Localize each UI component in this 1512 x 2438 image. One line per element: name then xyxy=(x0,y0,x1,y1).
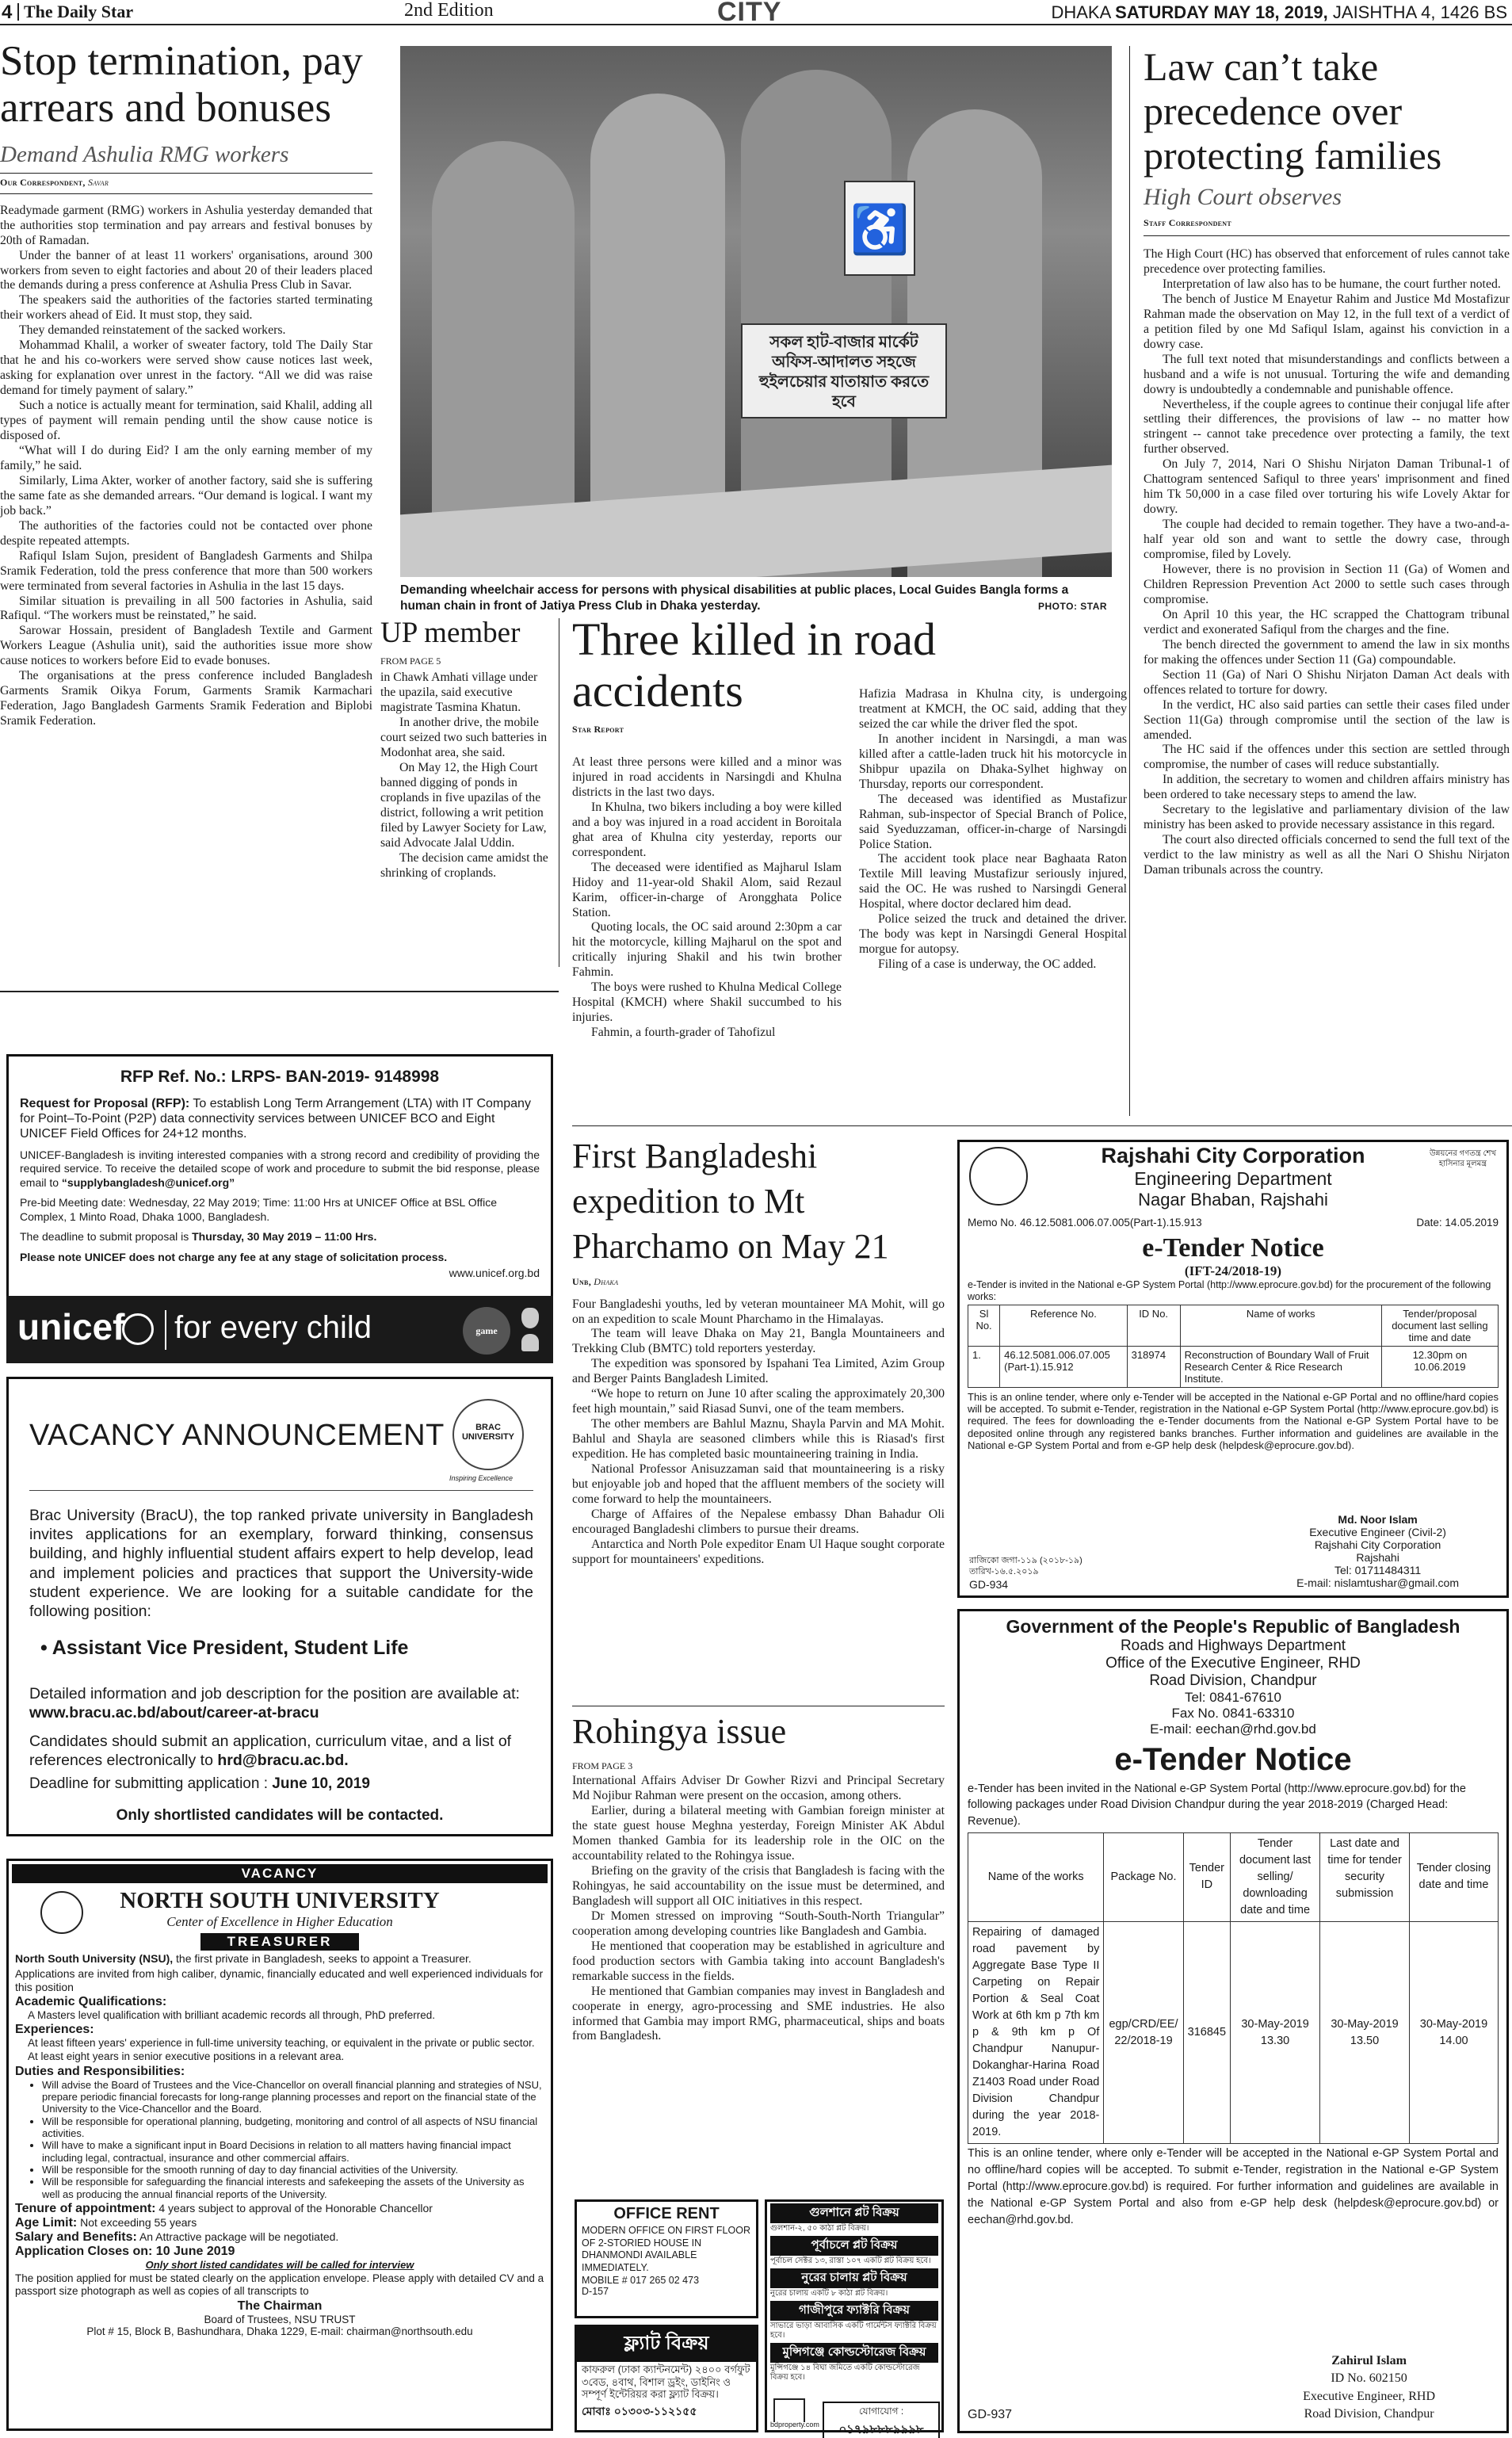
ashulia-rule-2 xyxy=(0,193,372,194)
law-paragraph: On April 10 this year, the HC scrapped the Chattogram tribunal verdict and exonerated Safiqul from the charges and the fine. xyxy=(1144,607,1510,636)
rcc-dept: Engineering Department xyxy=(1134,1168,1332,1189)
rhd-gd: GD-937 xyxy=(968,2408,1013,2421)
flat-sale-ad xyxy=(575,2325,758,2432)
table-header: ID No. xyxy=(1127,1305,1180,1347)
rent-code: D-157 xyxy=(582,2285,609,2297)
rcc-sign-title: Executive Engineer (Civil-2) xyxy=(1309,1526,1446,1539)
masthead-divider xyxy=(17,3,19,21)
rcc-notes: This is an online tender, where only e-Tender will be accepted in the National e-GP Portal and no offline/hard copies will be accepted. To submit e-Tender, registration in the National e-GP System Portal (http://www.eprocure.gov.bd) is required. The fees for downloading the e-Tender documents from the National e-GP System Portal have to be deposited online through any registered banks branches. Further information and guidelines are available in the National e-GP System Portal and from e-GP help desk (helpdesk@eprocure.gov.bd). xyxy=(968,1391,1499,1451)
nsu-duty: • Will be responsible for the smooth running of day to day financial activities of the University. xyxy=(42,2164,544,2176)
rcc-table xyxy=(968,1305,1499,1388)
brac-position-title: Assistant Vice President, Student Life xyxy=(52,1637,409,1659)
up-paragraph: in Chawk Amhati village under the upazila, said executive magistrate Tasmina Khatun. xyxy=(380,671,538,715)
unicef-request-label: Request for Proposal (RFP): xyxy=(20,1097,190,1110)
rohingya-from: FROM PAGE 3 xyxy=(572,1760,633,1772)
rcc-logo xyxy=(969,1147,1028,1206)
rcc-memo: Memo No. 46.12.5081.006.07.005(Part-1).15.913 xyxy=(968,1217,1202,1229)
nsu-intro xyxy=(15,1952,544,1966)
road-story xyxy=(572,613,1127,1040)
nsu-duty: • Will advise the Board of Trustees and the Vice-Chancellor on overall financial planning and strategies of NSU, prepare periodic financial forecasts for long-range planning processes and report on the financial state of the University to the Vice-Chancellor and the Board. xyxy=(42,2079,544,2115)
everest-paragraph: Charge of Affaires of the Nepalese embassy Dhan Bahadur Oli encouraged Bangladeshi climbers to pursue their dreams. xyxy=(572,1507,945,1536)
law-paragraph: On July 7, 2014, Nari O Shishu Nirjaton Daman Tribunal-1 of Chattogram sentenced Safiqul to three years' imprisonment and fined him Tk 50,000 in a case filed over torturing his wife Lovely Aktar for dowry. xyxy=(1144,457,1510,517)
section-name: CITY xyxy=(717,0,782,27)
everest-paragraph: The other members are Bahlul Maznu, Shayla Parvin and MA Mohit. Bahlul and Shayla are seasoned climbers while this is Riasad's first expedition. He has completed basic mountaineering training in India. xyxy=(572,1417,945,1462)
property-body: সাভারে ভাড়া আবাসিক একটি গার্মেন্টস ফ্যাক্টরি বিক্রয় হবে। xyxy=(770,2321,937,2340)
table-cell: egp/CRD/EE/ 22/2018-19 xyxy=(1104,1921,1183,2143)
law-paragraph: Section 11 (Ga) of Nari O Shishu Nirjaton Daman Act deals with offences related to torture for dowry. xyxy=(1144,667,1510,697)
up-from: FROM PAGE 5 xyxy=(380,655,441,667)
unicef-web[interactable]: www.unicef.org.bd xyxy=(449,1267,540,1280)
rent-body: MODERN OFFICE ON FIRST FLOOR OF 2-STORIED HOUSE IN DHANMONDI AVAILABLE IMMEDIATELY. xyxy=(582,2225,750,2273)
unicef-brand: unicef xyxy=(17,1306,125,1347)
law-paragraph: The HC said if the offences under this section are settled through compromise, the number of cases will reduce substantially. xyxy=(1144,743,1510,772)
everest-paragraph: The expedition was sponsored by Ispahani Tea Limited, Azim Group and Berger Paints Bangladesh Limited. xyxy=(572,1357,945,1386)
rcc-notice: e-Tender Notice xyxy=(1142,1233,1324,1263)
brac-rule xyxy=(29,1490,533,1491)
table-header: Tender ID xyxy=(1183,1832,1230,1921)
unicef-request xyxy=(20,1096,540,1142)
table-row xyxy=(968,1347,1499,1388)
up-body xyxy=(380,671,551,881)
dateline-day: SATURDAY MAY 18, 2019, xyxy=(1115,2,1333,22)
everest-paragraph: Antarctica and North Pole expeditor Enam Ul Haque sought corporate support for mountaineers' expeditions. xyxy=(572,1537,945,1566)
ashulia-subhead: Demand Ashulia RMG workers xyxy=(0,141,289,167)
law-paragraph: The couple had decided to remain together. They have a two-and-a-half year old son and want to settle the dowry case, through compromise, filed by Lovely. xyxy=(1144,518,1510,562)
road-paragraph: Hafizia Madrasa in Khulna city, is undergoing treatment at KMCH, the OC said, adding that they seized the car while the driver fled the spot. xyxy=(859,687,1127,731)
unicef-deadline xyxy=(20,1230,540,1243)
nsu-salary-text: An Attractive package will be negotiated. xyxy=(136,2230,339,2244)
rohingya-story xyxy=(572,1712,945,2044)
rcc-sign-name: Md. Noor Islam xyxy=(1338,1513,1418,1526)
flat-body: কাফরুল (ঢাকা ক্যান্টনমেন্ট) ২৪০০ বর্গফুট ৩বেড, ৪বাথ, বিশাল ড্রইং, ডাইনিং ও সম্পূর্ণ ইন্টেরিয়র করা ফ্ল্যাট বিক্রয়। xyxy=(582,2363,750,2401)
rhd-office: Office of the Executive Engineer, RHD xyxy=(1105,1655,1361,1672)
brac-deadline-label: Deadline for submitting application : xyxy=(29,1775,273,1792)
up-paragraph: In another drive, the mobile court seized two such batteries in Modonhat area, she said. xyxy=(380,716,548,760)
brac-title: VACANCY ANNOUNCEMENT xyxy=(29,1419,445,1452)
road-paragraph: The accident took place near Baghaata Raton Textile Mill leaving Mustafizur seriously injured, said the OC. He was rushed to Narsingdi General Hospital, where doctor declared him dead. xyxy=(859,852,1127,911)
brac-submit xyxy=(29,1732,533,1771)
table-row xyxy=(968,1921,1499,2143)
ashulia-paragraph: The speakers said the authorities of the factories started terminating their workers ahead of Eid. It must stop, they said. xyxy=(0,293,372,323)
rohingya-body xyxy=(572,1774,945,2044)
unicef-email[interactable]: “supplybangladesh@unicef.org” xyxy=(61,1175,235,1189)
law-paragraph: The court also directed officials concerned to send the full text of the verdict to the law ministry as well as all the Nari O Shishu Nirjaton Daman tribunals across the country. xyxy=(1144,833,1510,877)
rhd-sign-id: ID No. 602150 xyxy=(1331,2371,1407,2386)
table-cell: 46.12.5081.006.07.005 (Part-1).15.912 xyxy=(1000,1347,1128,1388)
table-header: Last date and time for tender security submission xyxy=(1320,1832,1410,1921)
nsu-age xyxy=(15,2216,544,2230)
table-header: Tender closing date and time xyxy=(1409,1832,1498,1921)
dateline-city: DHAKA xyxy=(1051,2,1116,22)
rhd-gov: Government of the People's Republic of Bangladesh xyxy=(1006,1616,1460,1637)
nsu-tenure xyxy=(15,2202,544,2216)
ashulia-paragraph: Such a notice is actually meant for termination, said Khalil, adding all types of payment will remain pending until the show cause notice is disposed of. xyxy=(0,399,372,443)
rcc-date: Date: 14.05.2019 xyxy=(1416,1217,1499,1229)
rohingya-paragraph: Briefing on the gravity of the crisis that Bangladesh is facing with the Rohingyas, he said accountability on the issue must be determined, and Bangladesh will support all OIC initiatives in this respect. xyxy=(572,1863,945,1908)
brac-submit-text: Candidates should submit an application, curriculum vitae, and a list of references electronically to xyxy=(29,1733,512,1770)
ashulia-paragraph: Similar situation is prevailing in all 500 factories in Ashulia, said Rafiqul. “The workers must be reinstated,” he said. xyxy=(0,594,372,623)
law-paragraph: In addition, the secretary to women and children affairs ministry has been ordered to take necessary steps to amend the law. xyxy=(1144,773,1510,802)
road-paragraph: The deceased were identified as Majharul Islam Hidoy and 11-year-old Shakil Alom, said Rezaul Karim, officer-in-charge of Arongghata Police Station. xyxy=(572,860,842,919)
rhd-sign-div: Road Division, Chandpur xyxy=(1304,2407,1434,2421)
dateline-bengali: JAISHTHA 4, 1426 BS xyxy=(1332,2,1507,22)
law-rule xyxy=(1144,235,1510,236)
nsu-address: Plot # 15, Block B, Bashundhara, Dhaka 1229, E-mail: chairman@northsouth.edu xyxy=(86,2325,473,2338)
law-headline: Law can’t take precedence over protecting families xyxy=(1144,44,1442,178)
brac-logo: BRAC UNIVERSITY xyxy=(452,1399,524,1470)
brac-logo-tagline: Inspiring Excellence xyxy=(449,1474,514,1482)
property-site[interactable]: bdproperty.com xyxy=(770,2421,819,2428)
property-body: নুরের চালায় একটি ৮ কাঠা প্লট বিক্রয়। xyxy=(770,2289,888,2298)
rhd-table xyxy=(968,1832,1499,2144)
property-body: গুলশান-২, ৫০ কাঠা প্লট বিক্রয়। xyxy=(770,2224,869,2233)
property-title: গাজীপুরে ফ্যাক্টরি বিক্রয় xyxy=(770,2301,938,2321)
nsu-closes: Application Closes on: 10 June 2019 xyxy=(15,2245,235,2259)
table-header: Tender/proposal document last selling time and date xyxy=(1381,1305,1498,1347)
nsu-qual-heading: Academic Qualifications: xyxy=(15,1995,167,2009)
road-paragraph: Police seized the truck and detained the driver. The body was kept in Narsingdi General Hospital morgue for autopsy. xyxy=(859,912,1127,957)
nsu-tenure-text: 4 years subject to approval of the Honorable Chancellor xyxy=(155,2202,433,2215)
table-cell: 30-May-2019 14.00 xyxy=(1409,1921,1498,2143)
table-header: Sl No. xyxy=(968,1305,1000,1347)
road-paragraph: Filing of a case is underway, the OC added. xyxy=(878,957,1097,972)
everest-paragraph: Four Bangladeshi youths, led by veteran mountaineer MA Mohit, will go on an expedition to scale Mount Pharchamo in the Himalayas. xyxy=(572,1297,945,1326)
property-listing xyxy=(770,2236,938,2268)
rhd-sign-title: Executive Engineer, RHD xyxy=(1303,2389,1435,2403)
photo-caption-text: Demanding wheelchair access for persons with physical disabilities at public places, Local Guides Bangla forms a human chain in front of Jatiya Press Club in Dhaka yesterday. xyxy=(400,583,1069,613)
unicef-invite-text: UNICEF-Bangladesh is inviting interested companies with a strong record and credibility of providing the required service. To receive the detailed scope of work and procedure to submit the bid response, please email to xyxy=(20,1148,540,1189)
rcc-code-1: রাজিকো জগা-১১৯ (২০১৮-১৯) xyxy=(969,1556,1082,1565)
law-paragraph: The bench directed the government to amend the law in six months for making the offences under Section 11 (Ga) compoundable. xyxy=(1144,637,1510,667)
law-paragraph: The High Court (HC) has observed that enforcement of rules cannot take precedence over protecting families. xyxy=(1144,247,1510,276)
rhd-notice: e-Tender Notice xyxy=(1114,1742,1352,1777)
flat-phone: মোবাঃ ০১৩০৩-১১২১৫৫ xyxy=(582,2404,697,2417)
rohingya-paragraph: International Affairs Adviser Dr Gowher Rizvi and Principal Secretary Md Nojibur Rahman were present on the occasion, among others. xyxy=(572,1774,945,1803)
rhd-fax: Fax No. 0841-63310 xyxy=(1171,1706,1295,1721)
table-header: Name of works xyxy=(1180,1305,1381,1347)
ashulia-rule xyxy=(0,173,372,174)
up-paragraph: The decision came amidst the shrinking of croplands. xyxy=(380,850,548,880)
road-headline: Three killed in road accidents xyxy=(572,613,936,716)
everest-story xyxy=(572,1133,945,1568)
rhd-tel: Tel: 0841-67610 xyxy=(1185,1690,1281,1705)
ashulia-body xyxy=(0,204,372,729)
ashulia-paragraph: Sarowar Hossain, president of Bangladesh Textile and Garment Workers League (Ashulia unit), said the authorities issue more show cause notices to workers before Eid to evade bonuses. xyxy=(0,624,372,668)
masthead xyxy=(0,0,1512,25)
table-header-row xyxy=(968,1305,1499,1347)
section-rule xyxy=(572,1125,1512,1126)
table-header: Reference No. xyxy=(1000,1305,1128,1347)
rcc-memo-row xyxy=(968,1217,1499,1229)
nsu-vacancy: VACANCY xyxy=(12,1864,548,1883)
road-paragraph: In another incident in Narsingdi, a man was killed after a cattle-laden truck hit his motorcycle in Shibpur upazila on Dhaka-Sylhet highway on Thursday, reports our correspondent. xyxy=(859,732,1127,791)
rhd-signature xyxy=(1303,2352,1435,2424)
road-paragraph: Quoting locals, the OC said around 2:30pm a car hit the motorcycle, killing Majharul on the spot and critically injuring Shakil and his twin brother Fahmin. xyxy=(572,920,842,980)
rcc-title: Rajshahi City Corporation xyxy=(1101,1144,1365,1167)
law-paragraph: However, there is no provision in Section 11 (Ga) of Women and Children Repression Prevention Act 2000 to settle such cases through compromise. xyxy=(1144,563,1510,606)
property-listing xyxy=(770,2268,938,2301)
nsu-duty: • Will have to make a significant input in Board Decisions in relation to all matters having financial impact including legal, contractual, insurance and other commercial affairs. xyxy=(42,2139,544,2164)
property-body: মুন্সিগঞ্জে ১৪ বিঘা জমিতে একটি কোল্ডস্টোরেজ বিক্রয় হবে। xyxy=(770,2363,920,2382)
up-paragraph: On May 12, the High Court banned digging of ponds in croplands in five upazilas of the district, following a writ petition filed by Lawyer Society for Law, said Advocate Jalal Uddin. xyxy=(380,761,547,850)
law-paragraph: In the verdict, HC also said parties can settle their cases filed under Section 11(Ga) through compromise until the section of the law is amended. xyxy=(1144,697,1510,742)
nsu-logo xyxy=(40,1891,83,1934)
table-header: Package No. xyxy=(1104,1832,1183,1921)
rohingya-headline: Rohingya issue xyxy=(572,1712,787,1751)
everest-paragraph: The team will leave Dhaka on May 21, Bangla Mountaineers and Trekking Club (BMTC) told reporters yesterday. xyxy=(572,1327,945,1356)
nsu-salary xyxy=(15,2230,544,2245)
everest-headline: First Bangladeshi expedition to Mt Pharchamo on May 21 xyxy=(572,1137,889,1267)
everest-location: Dhaka xyxy=(594,1275,619,1287)
law-paragraph: The full text noted that misunderstandings and conflicts between a husband and a wife is not unusual. Torturing the wife and demanding dowry is undoubtedly a condemnable and punishable offence. xyxy=(1144,352,1510,396)
law-byline: Staff Correspondent xyxy=(1144,217,1232,228)
ashulia-paragraph: Mohammad Khalil, a worker of sweater factory, told The Daily Star that he and his co-workers were served show cause notices last week, asking for explanation over unrest in the factory. “All we did was raise demand for timely payment of salary.” xyxy=(0,338,372,398)
ashulia-paragraph: Readymade garment (RMG) workers in Ashulia yesterday demanded that the authorities stop termination and pay arrears and festival bonuses by 20th of Ramadan. xyxy=(0,203,372,247)
road-byline: Star Report xyxy=(572,723,624,735)
rcc-signature xyxy=(1296,1513,1459,1590)
unicef-banner xyxy=(6,1296,553,1363)
wheelchair-icon: ♿ xyxy=(844,181,915,276)
brac-ad xyxy=(6,1377,553,1836)
table-cell: 316845 xyxy=(1183,1921,1230,2143)
brac-shortlist: Only shortlisted candidates will be contacted. xyxy=(116,1807,444,1824)
rcc-slogan: উন্নয়নের গণতন্ত্র শেখ হাসিনার মূলমন্ত্র xyxy=(1429,1149,1497,1168)
nsu-exp-heading: Experiences: xyxy=(15,2023,94,2037)
rent-title: OFFICE RENT xyxy=(613,2205,720,2222)
nsu-duties-heading: Duties and Responsibilities: xyxy=(15,2064,185,2078)
page-number: 4 xyxy=(2,2,13,23)
nsu-invite: Applications are invited from high caliber, dynamic, financially educated and well experienced individuals for this position xyxy=(15,1966,544,1993)
table-cell: 30-May-2019 13.50 xyxy=(1320,1921,1410,2143)
table-cell: Reconstruction of Boundary Wall of Fruit Research Center & Rice Research Institute. xyxy=(1180,1347,1381,1388)
nsu-ad xyxy=(6,1859,553,2431)
law-paragraph: Interpretation of law also has to be humane, the court further noted. xyxy=(1163,277,1501,291)
ashulia-paragraph: They demanded reinstatement of the sacked workers. xyxy=(19,323,286,338)
road-col-2 xyxy=(859,687,1127,973)
rhd-intro: e-Tender has been invited in the National e-GP System Portal (http://www.eprocure.gov.bd) for the following packages under Road Division Chandpur during the year 2018-2019 (Charged Head: Revenue). xyxy=(968,1783,1466,1828)
property-listing xyxy=(770,2203,938,2236)
rcc-code-2: তারিখ-১৬.৫.২০১৯ xyxy=(969,1566,1039,1576)
ashulia-paragraph: The organisations at the press conference included Bangladesh Garments Sramik Oikya Forum, Garments Sramik Karmachari Federation, Jago Bangladesh Garments Sramik Federation and Biplobi Sramik Federation. xyxy=(0,669,372,728)
nsu-shortlist: Only short listed candidates will be called for interview xyxy=(145,2259,414,2272)
property-contact-label: যোগাযোগ : xyxy=(858,2406,904,2417)
rohingya-paragraph: He mentioned that Gambian companies may invest in Bangladesh and cooperate in energy, agro-processing and SME industries. He also informed that Gambia may import RMG, pharmaceutical, ships and boats from Bangladesh. xyxy=(572,1984,945,2043)
rohingya-paragraph: Earlier, during a bilateral meeting with Gambian foreign minister at the state guest house Meghna yesterday, Foreign Minister AK Abdul Momen thanked Gambia for its leadership role in the OIC on the accountability related to the Rohingya issue. xyxy=(572,1804,945,1863)
everest-byline-name: Unb xyxy=(572,1275,589,1287)
ashulia-byline: Our Correspondent, Savar xyxy=(0,176,109,188)
brac-submit-email[interactable]: hrd@bracu.ac.bd. xyxy=(217,1752,349,1770)
property-listing xyxy=(770,2343,938,2385)
ashulia-location: Savar xyxy=(87,176,109,188)
rhd-dept: Roads and Highways Department xyxy=(1120,1637,1346,1654)
road-paragraph: The boys were rushed to Khulna Medical College Hospital (KMCH) where Shakil succumbed to his injuries. xyxy=(572,980,842,1025)
rcc-sign-org: Rajshahi City Corporation xyxy=(1314,1538,1441,1552)
unicef-tagline: for every child xyxy=(174,1310,372,1345)
nsu-post: TREASURER xyxy=(200,1933,359,1951)
unicef-nofee: Please note UNICEF does not charge any fee at any stage of solicitation process. xyxy=(20,1251,448,1264)
nsu-age-text: Not exceeding 55 years xyxy=(77,2216,197,2230)
road-paragraph: At least three persons were killed and a minor was injured in road accidents in Narsingdi and Khulna districts in the last two days. xyxy=(572,755,842,799)
nsu-chair: The Chairman xyxy=(237,2299,323,2314)
photo-credit: PHOTO: STAR xyxy=(1038,601,1108,612)
everest-byline: Unb, Dhaka xyxy=(572,1275,619,1287)
nsu-qual: A Masters level qualification with brilliant academic records all through, PhD preferred. xyxy=(28,2009,435,2022)
law-subhead: High Court observes xyxy=(1144,184,1342,210)
property-title: গুলশানে প্লট বিক্রয় xyxy=(770,2203,938,2223)
road-col-1 xyxy=(572,755,842,1041)
property-title: মুন্সিগঞ্জে কোল্ডস্টোরেজ বিক্রয় xyxy=(770,2343,938,2363)
rcc-codes xyxy=(969,1556,1082,1592)
nsu-exp: At least fifteen years' experience in full-time university teaching, or equivalent in the private or public sector. At least eight years in senior executive positions in a relevant area. xyxy=(28,2037,535,2062)
rcc-ift: (IFT-24/2018-19) xyxy=(1184,1263,1282,1278)
road-paragraph: In Khulna, two bikers including a boy were killed and a boy was injured in a road accident in Boroitala ghat area of Khulna city yesterday, reports our correspondent. xyxy=(572,800,842,859)
property-listing xyxy=(770,2301,938,2343)
property-body: পূর্বাচল সেক্টর ১৩, রাস্তা ১০৭ একটি প্লট বিক্রয় হবে। xyxy=(770,2256,931,2265)
android-icon xyxy=(521,1334,539,1351)
rcc-tel: Tel: 01711484311 xyxy=(1334,1564,1422,1577)
brac-intro: Brac University (BracU), the top ranked private university in Bangladesh invites applications for an exemplary, forward thinking, consensus building, and highly influential student affairs expert to help develop, lead and implement policies and practices that support the University-wide student experience. We are looking for a suitable candidate for the following position: xyxy=(29,1507,533,1620)
globe-icon xyxy=(122,1313,154,1345)
rajshahi-ad xyxy=(957,1140,1509,1598)
game-logo-icon: game xyxy=(463,1307,510,1355)
unicef-request-text: To establish Long Term Arrangement (LTA) with IT Company for Point–To-Point (P2P) data connectivity services between UNICEF BCO and Eight UNICEF Field Offices for 24+12 months. xyxy=(20,1097,531,1141)
brac-details-text: Detailed information and job description for the position are available at: xyxy=(29,1685,520,1702)
rhd-email[interactable]: E-mail: eechan@rhd.gov.bd xyxy=(1150,1722,1316,1737)
nsu-name: NORTH SOUTH UNIVERSITY xyxy=(120,1888,440,1913)
ashulia-paragraph: Similarly, Lima Akter, worker of another factory, said she is suffering the same fate as she demanded arrears. “Our demand is logical. I want my job back.” xyxy=(0,473,372,518)
everest-body xyxy=(572,1297,945,1568)
nsu-duty: • Will be responsible for safeguarding the financial interests and safekeeping the assets of the University as well as producing the annual financial reports of the University. xyxy=(42,2176,544,2200)
photo-caption xyxy=(400,583,1112,614)
rhd-ad xyxy=(957,1609,1509,2433)
everest-paragraph: National Professor Anisuzzaman said that mountaineering is a risky but enjoyable job and hoped that the affluent members of the society will come forward to help the mountaineers. xyxy=(572,1462,945,1506)
property-ad xyxy=(765,2199,944,2436)
rcc-address: Nagar Bhaban, Rajshahi xyxy=(1138,1190,1328,1209)
road-paragraph: The deceased was identified as Mustafizur Rahman, sub-inspector of Special Branch of Police, said Syeduzzaman, officer-in-charge of Narsingdi Police Station. xyxy=(859,792,1127,851)
everest-paragraph: “We hope to return on June 10 after scaling the approximately 20,300 feet high mountain,” said Riasad Sunvi, one of the team members. xyxy=(572,1387,945,1416)
ashulia-paragraph: Under the banner of at least 11 workers' organisations, around 300 workers from seven to eight factories and about 20 of their leaders placed the demands during a press conference at Ashulia Press Club in Savar. xyxy=(0,248,372,292)
unicef-ref: RFP Ref. No.: LRPS- BAN-2019- 9148998 xyxy=(120,1068,440,1086)
nsu-apply: The position applied for must be stated clearly on the application envelope. Please apply with detailed CV and a passport size photograph as well as copies of all transcripts to xyxy=(15,2272,544,2298)
column-rule xyxy=(1129,46,1130,1116)
rcc-sign-city: Rajshahi xyxy=(1356,1551,1399,1565)
ashulia-headline: Stop termination, pay arrears and bonuses xyxy=(0,38,363,132)
up-headline: UP member xyxy=(380,617,521,649)
table-cell: 1. xyxy=(968,1347,1000,1388)
brac-deadline-date: June 10, 2019 xyxy=(272,1775,370,1792)
nsu-salary-label: Salary and Benefits: xyxy=(15,2230,137,2245)
unicef-deadline-date: Thursday, 30 May 2019 – 11:00 Hrs. xyxy=(192,1230,377,1244)
ashulia-byline-name: Our Correspondent xyxy=(0,176,83,188)
brac-details xyxy=(29,1684,533,1723)
unicef-deadline-label: The deadline to submit proposal is xyxy=(20,1230,193,1244)
rcc-email[interactable]: E-mail: nislamtushar@gmail.com xyxy=(1296,1576,1459,1590)
section-rule xyxy=(0,991,559,992)
flat-title: ফ্ল্যাট বিক্রয় xyxy=(577,2327,756,2362)
nsu-board: Board of Trustees, NSU TRUST xyxy=(204,2314,356,2326)
unicef-prebid: Pre-bid Meeting date: Wednesday, 22 May 2019; Time: 11:00 Hrs at UNICEF Office at BSL Office Complex, 1 Minto Road, Dhaka 1000, Bangladesh. xyxy=(20,1196,498,1223)
ashulia-story xyxy=(0,38,372,729)
rohingya-paragraph: He mentioned that cooperation may be established in agriculture and food production sectors with Gambia taking into account Bangladesh's remarkable success in the fields. xyxy=(572,1939,945,1983)
property-title: নুরের চালায় প্লট বিক্রয় xyxy=(770,2268,938,2288)
rohingya-paragraph: Dr Momen stressed on improving “South-South-North Triangular” cooperation among developing countries like Bangladesh and Gambia. xyxy=(572,1909,945,1938)
law-paragraph: The bench of Justice M Enayetur Rahim and Justice Md Mostafizur Rahman made the observation on May 12, in the full text of a verdict of a petition filed by one Md Safiqul Islam, against his conviction in a dowry case. xyxy=(1144,292,1510,351)
rhd-sign-name: Zahirul Islam xyxy=(1331,2354,1407,2367)
law-paragraph: Nevertheless, if the couple agrees to continue their conjugal life after settling their differences, the provisions of law -- no matter how stringent -- cannot take precedence over protecting a family, the text further observed. xyxy=(1144,397,1510,457)
table-cell: 318974 xyxy=(1127,1347,1180,1388)
rcc-gd: GD-934 xyxy=(969,1577,1009,1591)
table-cell: 30-May-2019 13.30 xyxy=(1231,1921,1320,2143)
table-header-row xyxy=(968,1832,1499,1921)
news-photo xyxy=(400,46,1112,577)
rent-mobile: MOBILE # 017 265 02 473 xyxy=(582,2274,700,2286)
brac-position: • Assistant Vice President, Student Life xyxy=(40,1637,409,1659)
nsu-age-label: Age Limit: xyxy=(15,2216,78,2230)
table-cell: 12.30pm on 10.06.2019 xyxy=(1381,1347,1498,1388)
building-icon xyxy=(773,2398,805,2422)
law-story xyxy=(1144,44,1510,878)
ashulia-paragraph: Rafiqul Islam Sujon, president of Bangladesh Garments and Shilpa Sramik Federation, told the press conference that more than 500 workers were terminated from several factories in Ashulia in the last 15 days. xyxy=(0,548,372,593)
brac-deadline xyxy=(29,1775,370,1793)
table-header: Tender document last selling/ downloading date and time xyxy=(1231,1832,1320,1921)
apple-icon xyxy=(521,1308,539,1328)
nsu-intro-text: the first private in Bangladesh, seeks to appoint a Treasurer. xyxy=(173,1952,472,1965)
law-body xyxy=(1144,247,1510,878)
ashulia-paragraph: The authorities of the factories could not be contacted over phone despite repeated attempts. xyxy=(0,518,372,548)
nsu-tenure-label: Tenure of appointment: xyxy=(15,2202,156,2216)
nsu-duties xyxy=(15,2079,544,2200)
edition: 2nd Edition xyxy=(404,0,494,21)
property-title: পূর্বাচলে প্লট বিক্রয় xyxy=(770,2236,938,2256)
nsu-center: Center of Excellence in Higher Education xyxy=(166,1914,393,1929)
brac-details-url[interactable]: www.bracu.ac.bd/about/career-at-bracu xyxy=(29,1704,319,1722)
table-cell: Repairing of damaged road pavement by Aggregate Base Type II Carpeting on Repair Portion & Seal Coat Work at 6th km p 7th km p & 9th km p Of Chandpur Nanupur-Dokanghar-Harina Road Z1403 Road under Road Division Chandpur during the year 2018-2019. xyxy=(968,1921,1104,2143)
nsu-intro-bold: North South University (NSU), xyxy=(15,1952,174,1965)
property-contact xyxy=(823,2402,940,2438)
law-paragraph: Secretary to the legislative and parliamentary division of the law ministry has been asked to provide necessary assistance in this regard. xyxy=(1144,803,1510,832)
paper-name: The Daily Star xyxy=(24,2,134,21)
table-header: Name of the works xyxy=(968,1832,1104,1921)
photo-placard: সকল হাট-বাজার মার্কেট অফিস-আদালত সহজে হুইলচেয়ার যাতায়াত করতে হবে xyxy=(741,323,947,418)
up-story xyxy=(380,617,551,881)
property-phone: ০১৭৯৮৮৮৯৯৯৮ xyxy=(838,2423,924,2436)
dateline xyxy=(1051,2,1507,23)
rhd-notes: This is an online tender, where only e-Tender will be accepted in the National e-GP System Portal and no offline/hard copies will be accepted. To submit e-Tender, registration in the National e-GP System Portal (http://www.eprocure.gov.bd) is required. For further information and guidelines are available in the National e-GP System Portal and also from e-GP help desk (helpdesk@eprocure.gov.bd) or eechan@rhd.gov.bd. xyxy=(968,2147,1499,2227)
unicef-invite xyxy=(20,1148,540,1190)
rcc-intro: e-Tender is invited in the National e-GP System Portal (http://www.eprocure.gov.bd) for the procurement of the following works: xyxy=(968,1279,1491,1302)
nsu-duty: • Will be responsible for operational planning, budgeting, monitoring and control of all aspects of NSU financial activities. xyxy=(42,2115,544,2140)
ashulia-paragraph: “What will I do during Eid? I am the only earning member of my family,” he said. xyxy=(0,443,372,472)
banner-divider xyxy=(165,1310,166,1350)
office-rent-ad xyxy=(575,2199,758,2318)
road-paragraph: Fahmin, a fourth-grader of Tahofizul xyxy=(591,1026,776,1040)
rhd-division: Road Division, Chandpur xyxy=(1149,1672,1317,1689)
